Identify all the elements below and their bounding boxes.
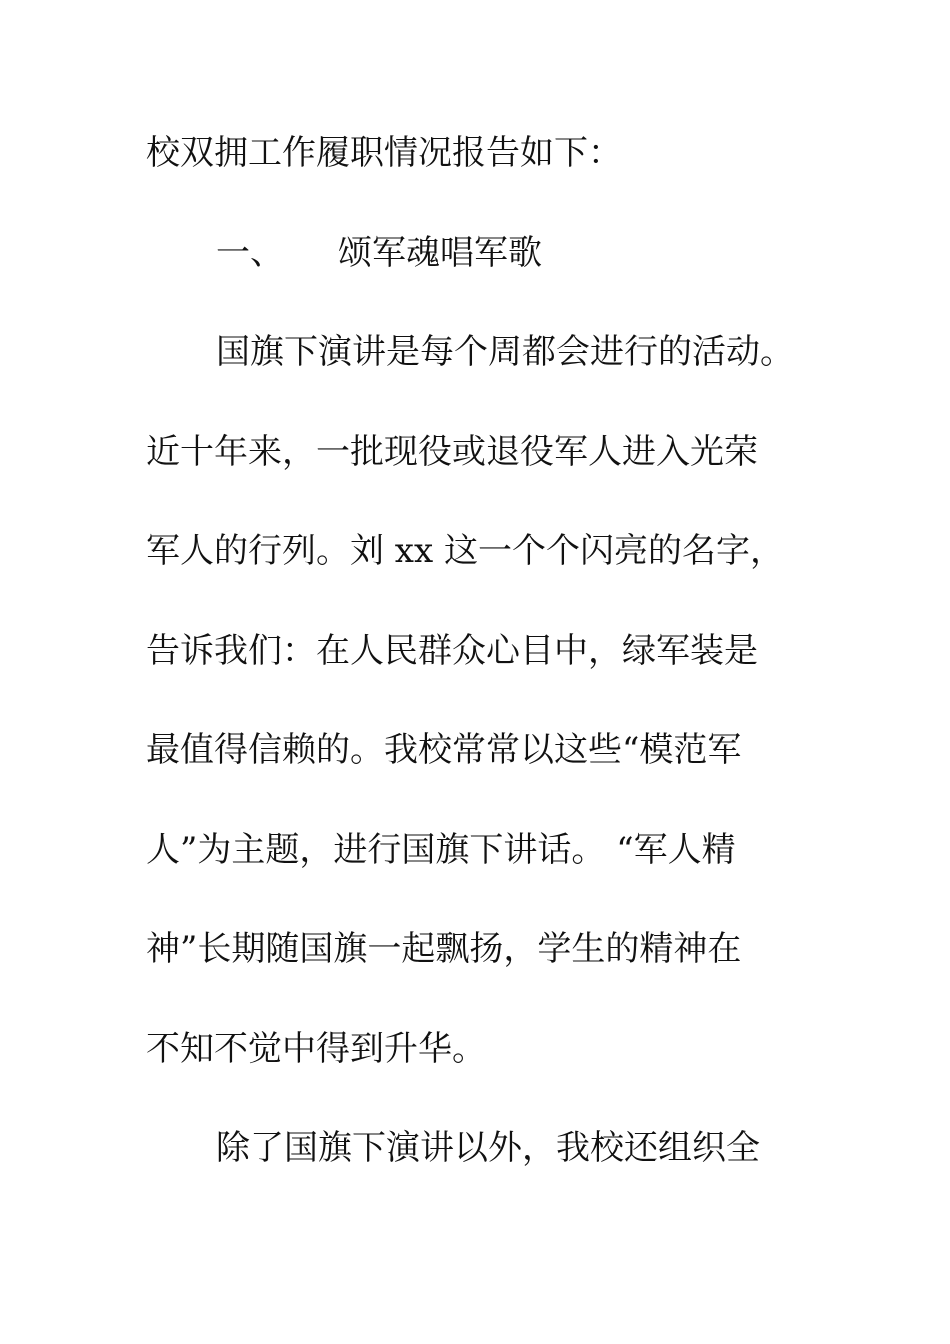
paragraph-line: 人”为主题，进行国旗下讲话。 “军人精 [146,830,736,870]
paragraph-line: 不知不觉中得到升华。 [146,1029,486,1069]
paragraph-line: 近十年来，一批现役或退役军人进入光荣 [146,432,758,472]
section-heading-number: 一、 [216,233,284,273]
paragraph-line: 告诉我们：在人民群众心目中，绿军装是 [146,631,758,671]
section-heading [216,228,916,278]
paragraph-line: 最值得信赖的。我校常常以这些“模范军 [146,730,742,770]
paragraph-line: 国旗下演讲是每个周都会进行的活动。 [216,332,794,372]
section-heading-title: 颂军魂唱军歌 [338,233,542,273]
paragraph-line: 校双拥工作履职情况报告如下： [146,133,622,173]
paragraph-line: 神”长期随国旗一起飘扬，学生的精神在 [146,929,742,969]
paragraph-line: 军人的行列。刘 xx 这一个个闪亮的名字， [146,531,784,571]
paragraph-line: 除了国旗下演讲以外，我校还组织全 [216,1128,760,1168]
